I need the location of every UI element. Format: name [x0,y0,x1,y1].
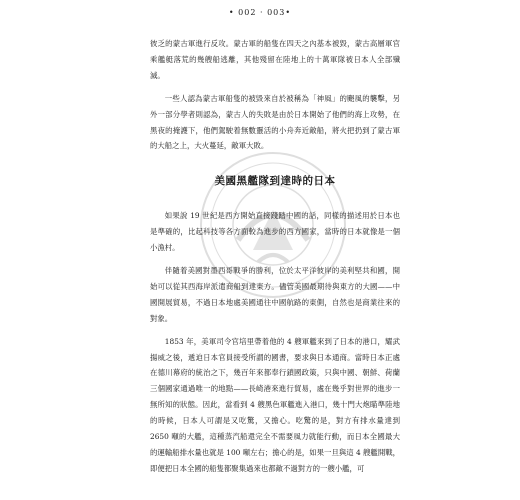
section-heading: 美國黑艦隊到達時的日本 [214,175,336,188]
paragraph: 如果說 19 世紀是西方開始直接踐踏中國的話，同樣的描述用於日本也是準確的，比起科技等各方面較為進步的西方國家，當時的日本就像是一個小漁村。 [150,211,400,253]
paragraph: 伴隨着美國對墨西哥戰爭的勝利，位於太平洋彼岸的美利堅共和國，開始可以從其西海岸派遣商船到達東方。儘管美國最期待與東方的大國——中國開展貿易，不過日本地處美國通往中國航路的東側，自然也是商業往來的對象。 [150,265,400,323]
page-body [150,36,400,477]
paragraph: 彼乏的蒙古軍進行反攻。蒙古軍的船隻在四天之內基本被毀，蒙古高層軍官乘艦艇落荒的幾艘船逃離，其他殘留在陸地上的十萬軍隊被日本人全部殲滅。 [150,39,400,80]
page-number-header: • 002 · 003• [228,8,292,17]
paragraph: 1853 年，美軍司令官培里帶着他的 4 艘軍艦來到了日本的港口，耀武揚威之後，遞迫日本官員接受所謂的國書，要求與日本通商。當時日本正處在德川幕府的統治之下，幾百年來都奉行鎖國政策，只與中國、朝鮮、荷蘭三個國家通過唯一的地點——長崎港來進行貿易，處在幾乎對世界的進步一無所知的狀態。因此，當看到 4 艘黑色軍艦進入港口，幾十門大炮瞄準陸地的時候，日本人可謂是又吃驚，又擔心。吃驚的是，對方有排水量達到 2650 噸的大艦，這種蒸汽船還完全不需要風力就能行動，而日本全國最大的運輸船排水量也就是 100 噸左右；擔心的是，如果一旦與這 4 艘艦開戰，即便把日本全國的船隻都聚集過來也都敵不過對方的一艘小艦，可 [150,336,400,473]
paragraph: 一些人認為蒙古軍船隻的被毀來自於被稱為「神風」的颶風的襲擊，另外一部分學者則認為，蒙古人的失敗是由於日本開始了他們的海上攻勢，在黑夜的掩護下，他們駕駛着無數靈活的小舟奔近敵船，將火把扔到了蒙古軍的大船之上，大火蔓延，敵軍大敗。 [150,93,400,151]
